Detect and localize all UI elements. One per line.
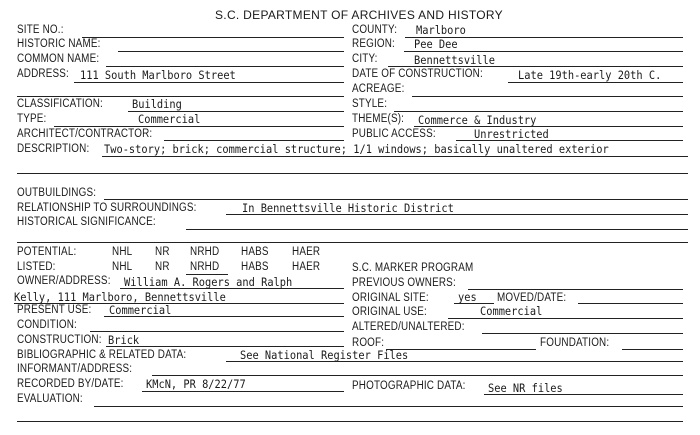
- potential-nr: NR: [155, 246, 170, 258]
- construction-line: [106, 346, 344, 347]
- acreage-line: [412, 96, 683, 97]
- potential-haer: HAER: [292, 246, 321, 258]
- bibliographic-label: BIBLIOGRAPHIC & RELATED DATA:: [17, 349, 187, 361]
- public-access-line: [456, 140, 683, 141]
- date-of-construction-line: [508, 82, 683, 83]
- city-line: [388, 66, 683, 67]
- relationship-value: In Bennettsville Historic District: [242, 201, 454, 215]
- public-access-label: PUBLIC ACCESS:: [352, 128, 436, 140]
- evaluation-line-2: [17, 421, 683, 422]
- themes-value: Commerce & Industry: [418, 113, 537, 127]
- public-access-value: Unrestricted: [474, 127, 549, 141]
- outbuildings-label: OUTBUILDINGS:: [17, 187, 97, 199]
- listed-nrhd: NRHD: [190, 261, 220, 273]
- bibliographic-line: [226, 361, 683, 362]
- original-use-line: [448, 318, 683, 319]
- condition-label: CONDITION:: [17, 319, 77, 331]
- description-line-2: [17, 173, 688, 174]
- foundation-line: [622, 349, 683, 350]
- themes-label: THEME(S):: [352, 113, 405, 125]
- region-value: Pee Dee: [414, 37, 458, 51]
- potential-habs: HABS: [241, 246, 269, 258]
- architect-label: ARCHITECT/CONTRACTOR:: [17, 128, 153, 140]
- common-name-label: COMMON NAME:: [17, 53, 100, 65]
- description-value: Two-story; brick; commercial structure; 1/1 windows; basically unaltered exterior: [104, 142, 609, 156]
- historic-name-label: HISTORIC NAME:: [17, 38, 101, 50]
- listed-haer: HAER: [292, 261, 321, 273]
- altered-label: ALTERED/UNALTERED:: [352, 321, 465, 333]
- informant-label: INFORMANT/ADDRESS:: [17, 363, 133, 375]
- type-value: Commercial: [138, 112, 201, 126]
- style-line: [394, 111, 683, 112]
- acreage-label: ACREAGE:: [352, 83, 405, 95]
- historic-name-line: [118, 51, 344, 52]
- photographic-value: See NR files: [488, 381, 563, 395]
- county-label: COUNTY:: [352, 24, 398, 36]
- informant-line: [152, 375, 683, 376]
- potential-label: POTENTIAL:: [17, 246, 77, 258]
- site-no-label: SITE NO.:: [17, 24, 64, 36]
- date-of-construction-value: Late 19th-early 20th C.: [518, 68, 662, 82]
- city-label: CITY:: [352, 53, 378, 65]
- owner-address-line-1: [120, 288, 344, 289]
- potential-nrhd: NRHD: [190, 246, 220, 258]
- evaluation-line-1: [94, 406, 683, 407]
- recorded-by-value: KMcN, PR 8/22/77: [146, 377, 246, 391]
- listed-label: LISTED:: [17, 261, 56, 273]
- region-label: REGION:: [352, 38, 395, 50]
- listed-nr: NR: [155, 261, 170, 273]
- present-use-value: Commercial: [109, 303, 172, 317]
- city-value: Bennettsville: [414, 53, 496, 67]
- photographic-label: PHOTOGRAPHIC DATA:: [352, 380, 466, 392]
- altered-line: [482, 333, 683, 334]
- owner-address-value-2: Kelly, 111 Marlboro, Bennettsville: [14, 290, 226, 304]
- relationship-label: RELATIONSHIP TO SURROUNDINGS:: [17, 202, 197, 214]
- moved-date-label: MOVED/DATE:: [497, 292, 567, 304]
- roof-line: [386, 349, 536, 350]
- evaluation-label: EVALUATION:: [17, 393, 83, 405]
- owner-address-value-1: William A. Rogers and Ralph: [124, 275, 293, 289]
- architect-line: [164, 140, 344, 141]
- type-line: [54, 126, 344, 127]
- original-site-value: yes: [458, 290, 477, 304]
- present-use-label: PRESENT USE:: [17, 304, 92, 316]
- relationship-line: [226, 214, 688, 215]
- address-label: ADDRESS:: [17, 68, 69, 80]
- construction-label: CONSTRUCTION:: [17, 334, 102, 346]
- site-no-line: [82, 37, 344, 38]
- foundation-label: FOUNDATION:: [540, 337, 610, 349]
- previous-owners-line: [468, 289, 683, 290]
- listed-nhl: NHL: [112, 261, 133, 273]
- classification-value: Building: [132, 97, 182, 111]
- region-line: [404, 51, 683, 52]
- historical-significance-label: HISTORICAL SIGNIFICANCE:: [17, 216, 156, 228]
- description-line-1: [102, 156, 688, 157]
- historical-significance-line-1: [186, 229, 688, 230]
- county-value: Marlboro: [416, 23, 466, 37]
- original-use-label: ORIGINAL USE:: [352, 306, 427, 318]
- condition-line: [90, 331, 344, 332]
- original-use-value: Commercial: [480, 304, 543, 318]
- marker-program-label: S.C. MARKER PROGRAM: [352, 262, 474, 274]
- address-value: 111 South Marlboro Street: [80, 68, 236, 82]
- present-use-line: [104, 316, 344, 317]
- owner-address-label: OWNER/ADDRESS:: [17, 275, 111, 287]
- potential-nhl: NHL: [112, 246, 133, 258]
- description-label: DESCRIPTION:: [17, 143, 90, 155]
- moved-date-line: [578, 303, 683, 304]
- type-label: TYPE:: [17, 113, 47, 125]
- address-line: [74, 82, 344, 83]
- original-site-label: ORIGINAL SITE:: [352, 292, 429, 304]
- classification-label: CLASSIFICATION:: [17, 98, 103, 110]
- style-label: STYLE:: [352, 98, 388, 110]
- listed-habs: HABS: [241, 261, 269, 273]
- historical-significance-line-2: [17, 242, 688, 243]
- recorded-by-line: [142, 391, 344, 392]
- form-title: S.C. DEPARTMENT OF ARCHIVES AND HISTORY: [215, 8, 503, 22]
- outbuildings-line: [104, 199, 688, 200]
- recorded-by-label: RECORDED BY/DATE:: [17, 378, 124, 390]
- bibliographic-value: See National Register Files: [240, 348, 409, 362]
- construction-value: Brick: [108, 333, 140, 347]
- roof-label: ROOF:: [352, 337, 385, 349]
- common-name-line: [106, 66, 344, 67]
- date-of-construction-label: DATE OF CONSTRUCTION:: [352, 68, 483, 80]
- photographic-line: [484, 394, 683, 395]
- previous-owners-label: PREVIOUS OWNERS:: [352, 277, 456, 289]
